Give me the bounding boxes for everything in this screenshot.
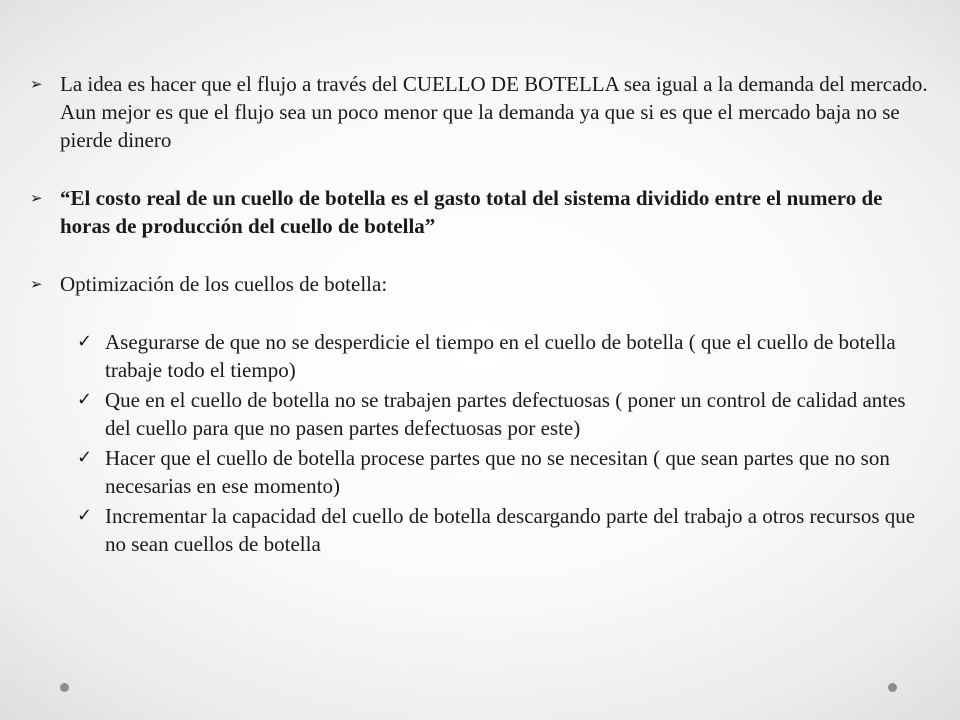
- checkmark-icon: ✓: [77, 389, 93, 410]
- checklist-item: [30, 328, 930, 384]
- checklist-item: [30, 386, 930, 442]
- arrow-bullet-icon: ➢: [30, 75, 43, 93]
- arrow-bullet-icon: ➢: [30, 275, 43, 293]
- bullet-text: “El costo real de un cuello de botella es el gasto total del sistema dividido entre el numero de horas de producción del cuello de botella”: [60, 186, 883, 238]
- spacer: [30, 298, 930, 328]
- bullet-text: La idea es hacer que el flujo a través del CUELLO DE BOTELLA sea igual a la demanda del mercado. Aun mejor es que el flujo sea un poco menor que la demanda ya que si es que el mercado baja no se pierde dinero: [60, 72, 928, 152]
- bullet-flujo-demanda: [30, 70, 930, 154]
- checklist-item: [30, 444, 930, 500]
- checkmark-icon: ✓: [77, 505, 93, 526]
- checklist-item-text: Asegurarse de que no se desperdicie el tiempo en el cuello de botella ( que el cuello de botella trabaje todo el tiempo): [105, 330, 896, 382]
- checkmark-icon: ✓: [77, 331, 93, 352]
- bullet-costo-real-quote: [30, 184, 930, 240]
- arrow-bullet-icon: ➢: [30, 189, 43, 207]
- checklist-item-text: Que en el cuello de botella no se trabajen partes defectuosas ( poner un control de calidad antes del cuello para que no pasen partes defectuosas por este): [105, 388, 906, 440]
- spacer: [30, 154, 930, 184]
- checkmark-icon: ✓: [77, 447, 93, 468]
- checklist-item-text: Incrementar la capacidad del cuello de botella descargando parte del trabajo a otros recursos que no sean cuellos de botella: [105, 504, 916, 556]
- decorative-dot-right: [888, 683, 897, 692]
- decorative-dot-left: [60, 683, 69, 692]
- spacer: [30, 240, 930, 270]
- slide-content: [30, 70, 930, 560]
- bullet-optimizacion-heading: [30, 270, 930, 298]
- checklist-item-text: Hacer que el cuello de botella procese partes que no se necesitan ( que sean partes que no son necesarias en ese momento): [105, 446, 890, 498]
- checklist-item: [30, 502, 930, 558]
- bullet-text: Optimización de los cuellos de botella:: [60, 272, 388, 296]
